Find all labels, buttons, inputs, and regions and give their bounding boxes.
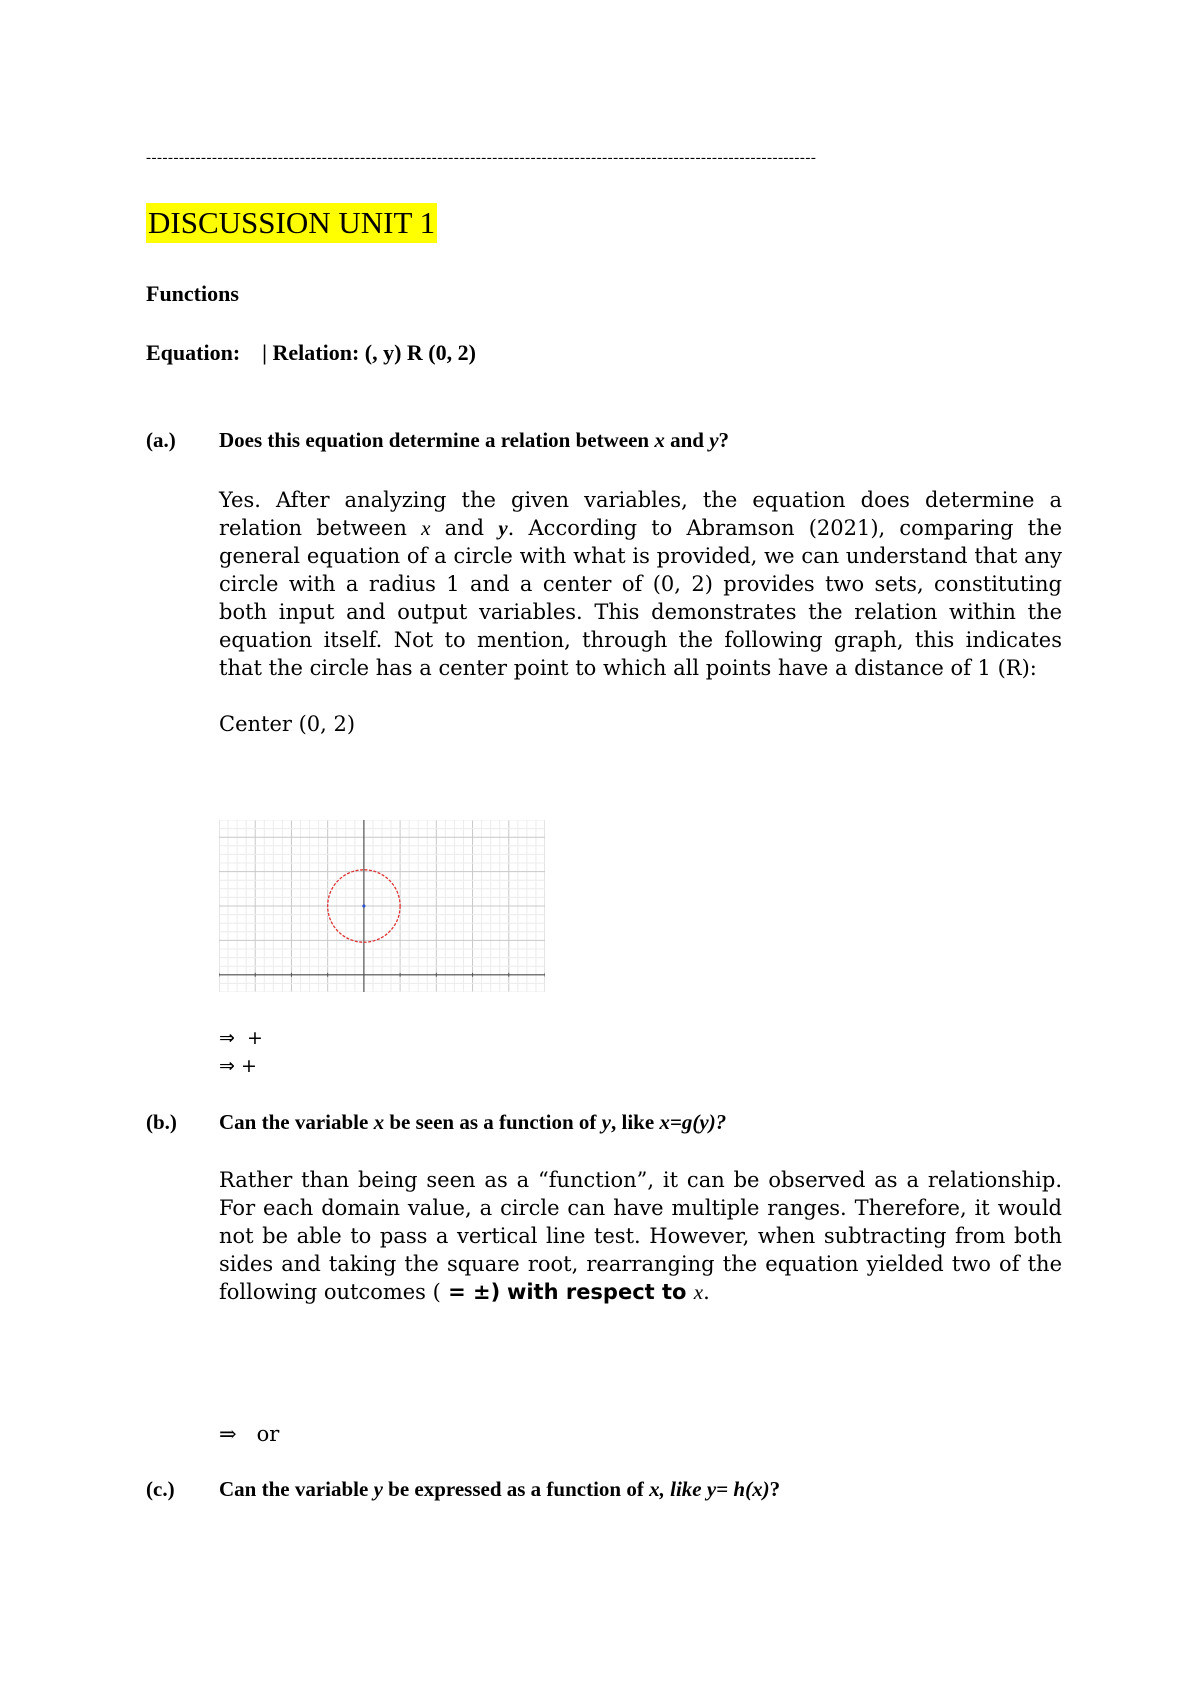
equation-label: Equation:	[146, 340, 241, 365]
step-line-3: ⇒ or	[219, 1422, 280, 1446]
var-x: x	[654, 428, 665, 452]
separator-rule: --------------------------------------------------------------------------------------------------------------------------	[146, 150, 817, 166]
step-line-1: ⇒ +	[219, 1027, 263, 1049]
graph-grid	[219, 820, 545, 992]
question-c-text: Can the variable y be expressed as a function of x, like y= h(x)?	[219, 1477, 781, 1501]
question-c-label: (c.)	[146, 1477, 175, 1501]
question-a-text: Does this equation determine a relation between x and y?	[219, 428, 730, 452]
var-y: y	[709, 428, 719, 452]
equation-line	[146, 340, 476, 366]
step-line-2: ⇒ +	[219, 1055, 257, 1077]
center-text: Center (0, 2)	[219, 712, 356, 736]
relation-label: | Relation: (, y) R (0, 2)	[262, 340, 476, 365]
circle-graph	[219, 820, 545, 992]
question-b-text: Can the variable x be seen as a function of y, like x=g(y)?	[219, 1110, 727, 1134]
section-heading: Functions	[146, 281, 239, 306]
question-a-label: (a.)	[146, 428, 176, 452]
answer-a-paragraph: Yes. After analyzing the given variables, the equation does determine a relation between x and y. According to Abramson (2021), comparing the general equation of a circle with what is provided, we can understand that any circle with a radius 1 and a center of (0, 2) provides two sets, constituting both input and output variables. This demonstrates the relation within the equation itself. Not to mention, through the following graph, this indicates that the circle has a center point to which all points have a distance of 1 (R):	[219, 488, 1063, 680]
page-title: DISCUSSION UNIT 1	[146, 203, 437, 243]
answer-b-paragraph: Rather than being seen as a “function”, it can be observed as a relationship. For each domain value, a circle can have multiple ranges. Therefore, it would not be able to pass a vertical line test. However, when subtracting from both sides and taking the square root, rearranging the equation yielded two of the following outcomes ( = ±) with respect to x.	[219, 1168, 1062, 1304]
question-b-label: (b.)	[146, 1110, 177, 1134]
center-point	[362, 904, 365, 907]
